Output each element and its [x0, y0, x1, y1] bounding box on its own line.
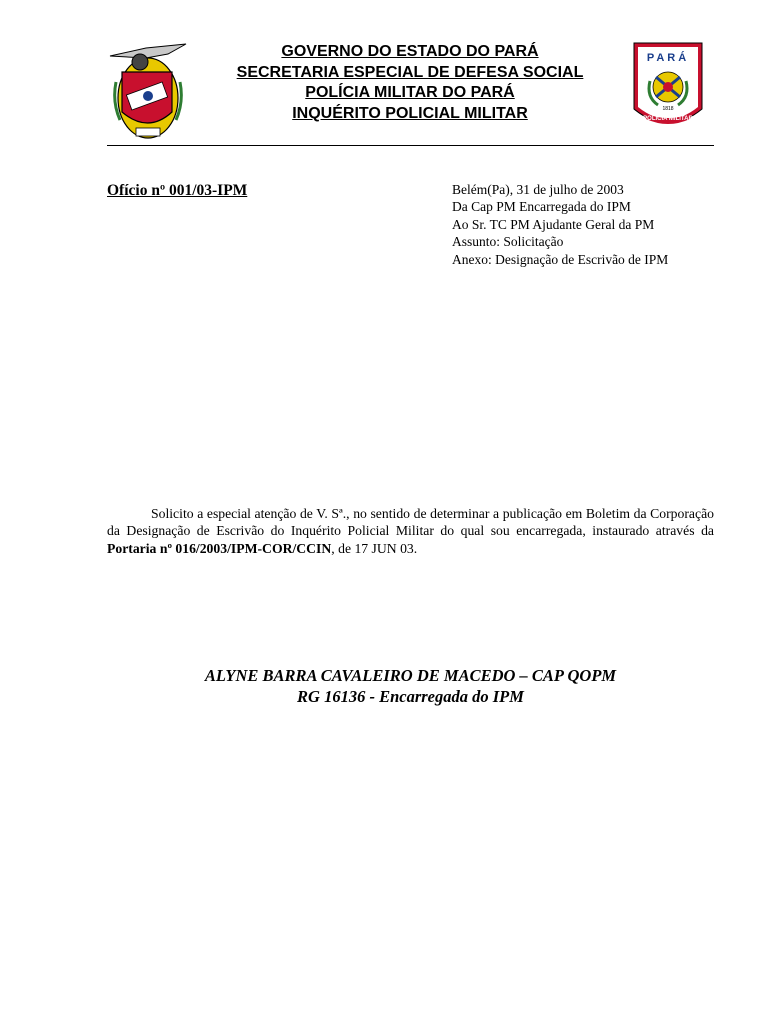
header-line-police: POLÍCIA MILITAR DO PARÁ — [305, 84, 515, 101]
badge-year-text: 1818 — [662, 106, 674, 112]
signature-name: ALYNE BARRA CAVALEIRO DE MACEDO – CAP QOPM — [204, 666, 617, 685]
military-police-badge-logo — [632, 41, 704, 135]
meta-subject: Assunto: Solicitação — [452, 234, 564, 250]
meta-to: Ao Sr. TC PM Ajudante Geral da PM — [452, 216, 655, 232]
body-text-start: Solicito a especial atenção de V. Sª., no sentido de determinar a publicação em Boletim da Corporação da Designação de Escrivão do Inquérito Policial Militar do qual sou encarregada, instaurado através da — [107, 505, 714, 539]
meta-date-place: Belém(Pa), 31 de julho de 2003 — [452, 182, 624, 197]
letter-body-paragraph — [107, 505, 714, 558]
body-portaria-reference: Portaria nº 016/2003/IPM-COR/CCIN — [107, 540, 332, 556]
badge-title-text: PARÁ — [646, 52, 690, 64]
letter-meta-block — [452, 181, 668, 268]
oficio-title: Ofício nº 001/03-IPM — [107, 182, 248, 199]
state-coat-of-arms-logo — [106, 42, 190, 142]
header-line-government: GOVERNO DO ESTADO DO PARÁ — [281, 43, 539, 60]
signature-block — [107, 665, 714, 707]
meta-attachment: Anexo: Designação de Escrivão de IPM — [452, 251, 669, 267]
badge-footer-text: POLÍCIA MILITAR — [643, 116, 693, 122]
meta-from: Da Cap PM Encarregada do IPM — [452, 199, 631, 215]
document-header — [190, 42, 630, 124]
signature-role: RG 16136 - Encarregada do IPM — [297, 687, 524, 706]
body-text-end: , de 17 JUN 03. — [331, 540, 418, 556]
header-divider — [107, 145, 714, 146]
header-line-inquiry: INQUÉRITO POLICIAL MILITAR — [292, 104, 528, 122]
header-line-secretariat: SECRETARIA ESPECIAL DE DEFESA SOCIAL — [236, 63, 584, 81]
